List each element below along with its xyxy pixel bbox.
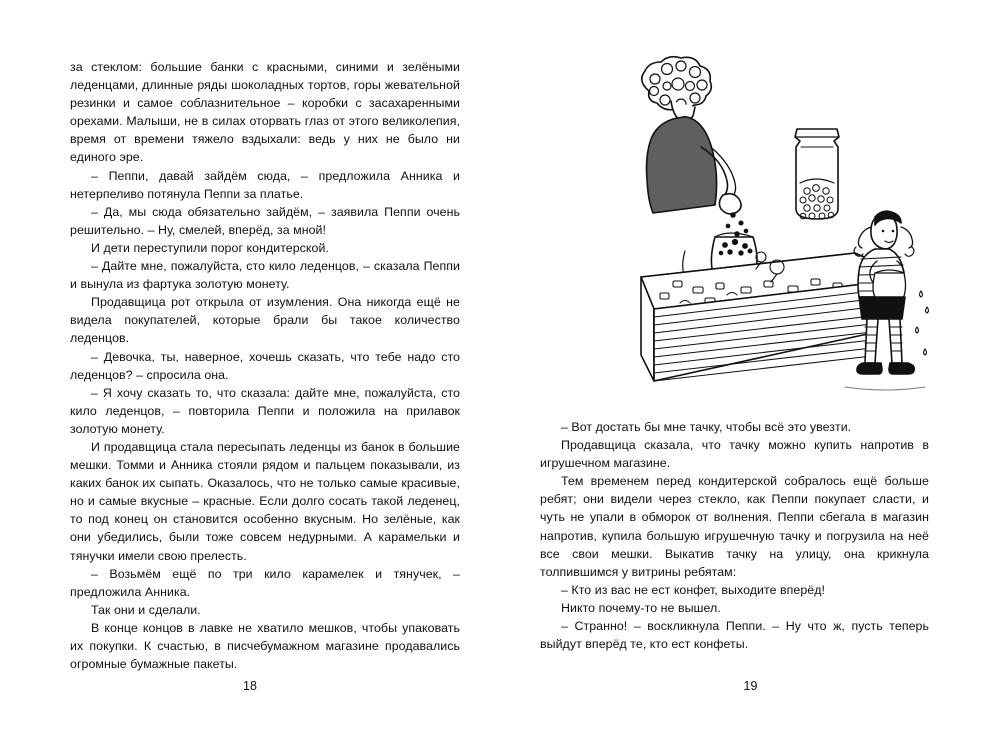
- paragraph: Продавщица сказала, что тачку можно купить напротив в игрушечном магазине.: [540, 438, 929, 471]
- paragraph: – Возьмём ещё по три кило карамелек и тянучек, – предложила Анника.: [70, 566, 460, 599]
- paragraph: Никто почему-то не вышел.: [561, 600, 721, 615]
- left-page-text: [70, 58, 460, 673]
- page-number: 18: [243, 679, 257, 693]
- page-number: 19: [743, 679, 758, 693]
- paragraph: – Странно! – воскликнула Пеппи. – Ну что ж, пусть теперь выйдут вперёд те, кто ест конфеты.: [540, 619, 929, 652]
- right-page-text: [540, 418, 929, 653]
- paragraph: – Вот достать бы мне тачку, чтобы всё это увезти.: [561, 420, 852, 434]
- page-left: [0, 0, 500, 751]
- paragraph: – Пеппи, давай зайдём сюда, – предложила Анника и нетерпеливо потянула Пеппи за платье.: [70, 168, 460, 201]
- paragraph: И дети переступили порог кондитерской.: [91, 240, 329, 255]
- paragraph: – Да, мы сюда обязательно зайдём, – заявила Пеппи очень решительно. – Ну, смелей, вперёд, за мной!: [70, 204, 460, 237]
- paragraph: Тем временем перед кондитерской собралось ещё больше ребят; они видели через стекло, как Пеппи покупает сласти, и чуть не упали в обморок от волнения. Пеппи сбегала в магазин напротив, купила большую игрушечную тачку и погрузила на неё все свои мешки. Выкатив тачку на улицу, она крикнула толпившимся у витрины ребятам:: [540, 474, 929, 579]
- paragraph: Так они и сделали.: [91, 602, 201, 617]
- paragraph: – Дайте мне, пожалуйста, сто кило леденцов, – сказала Пеппи и вынула из фартука золотую монету.: [70, 259, 460, 292]
- candy-shop-illustration-svg: [545, 55, 945, 400]
- paragraph: – Кто из вас не ест конфет, выходите вперёд!: [561, 582, 825, 597]
- paragraph: – Я хочу сказать то, что сказала: дайте мне, пожалуйста, сто кило леденцов, – повторила Пеппи и положила на прилавок золотую монету.: [70, 385, 460, 436]
- paragraph: В конце концов в лавке не хватило мешков, чтобы упаковать их покупки. К счастью, в писчебумажном магазине продавались огромные бумажные пакеты.: [70, 620, 460, 672]
- paragraph: И продавщица стала пересыпать леденцы из банок в большие мешки. Томми и Анника стояли рядом и пальцем показывали, из каких банок их сыпать. Оказалось, что не только самые красивые, но и самые вкусные – красные. Если долго сосать такой леденец, то под конец он становится особенно вкусным. Но зелёные, как они убедились, были тоже совсем недурными. А карамельки и тянучки имели свою прелесть.: [70, 439, 460, 563]
- candy-shop-illustration: [545, 55, 945, 400]
- paragraph: – Девочка, ты, наверное, хочешь сказать, что тебе надо сто леденцов? – спросила она.: [70, 349, 460, 382]
- paragraph: за стеклом: большие банки с красными, синими и зелёными леденцами, длинные ряды шоколадных тортов, горы жевательной резинки и самое соблазнительное – коробки с засахаренными орехами. Малыши, не в силах оторвать глаз от этого великолепия, время от времени тяжело вздыхали: ведь у них не было ни единого эре.: [70, 60, 460, 165]
- paragraph: Продавщица рот открыла от изумления. Она никогда ещё не видела покупателей, которые брали бы такое количество леденцов.: [70, 295, 460, 346]
